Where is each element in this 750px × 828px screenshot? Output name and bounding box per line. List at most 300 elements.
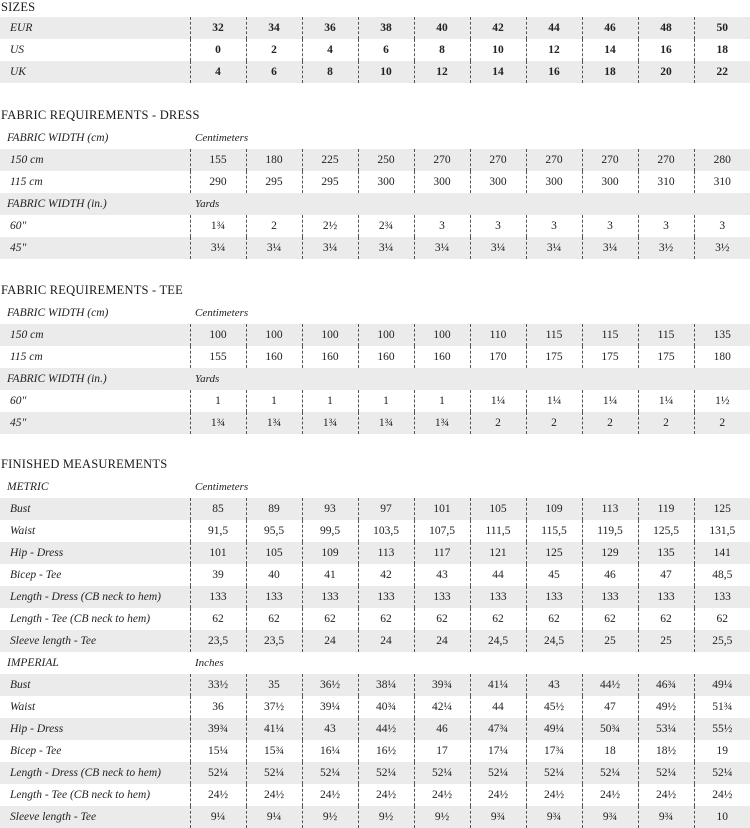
metric-header: METRIC xyxy=(7,481,49,493)
table-cell: 39¾ xyxy=(414,674,470,696)
dress-table xyxy=(0,127,750,259)
table-cell: 155 xyxy=(190,346,246,368)
table-cell: 39¾ xyxy=(190,718,246,740)
table-cell: 10 xyxy=(358,61,414,83)
table-cell: 3¼ xyxy=(302,237,358,259)
dress-in-header: FABRIC WIDTH (in.) xyxy=(0,193,190,215)
finished-table xyxy=(0,476,750,828)
tee-table xyxy=(0,302,750,434)
row-label: Bicep - Tee xyxy=(10,569,62,581)
table-cell: 9¼ xyxy=(190,806,246,828)
table-cell: 295 xyxy=(246,171,302,193)
table-cell: 24 xyxy=(414,630,470,652)
table-cell: 295 xyxy=(302,171,358,193)
table-row xyxy=(0,324,750,346)
table-cell: 1¾ xyxy=(302,412,358,434)
table-cell: 52¼ xyxy=(302,762,358,784)
table-cell: 35 xyxy=(246,674,302,696)
table-cell: 24 xyxy=(358,630,414,652)
finished-title: FINISHED MEASUREMENTS xyxy=(1,457,168,471)
table-cell: 46 xyxy=(414,718,470,740)
table-cell: 131,5 xyxy=(694,520,750,542)
table-cell: 119 xyxy=(638,498,694,520)
row-label: Length - Tee (CB neck to hem) xyxy=(10,789,151,801)
table-row xyxy=(0,17,750,39)
tee-in-header-row xyxy=(0,368,750,390)
table-cell: 225 xyxy=(302,149,358,171)
table-cell: 52¼ xyxy=(414,762,470,784)
table-cell: 270 xyxy=(638,149,694,171)
table-cell: 36 xyxy=(302,17,358,39)
row-label: 115 cm xyxy=(10,351,43,363)
table-cell: 52¼ xyxy=(190,762,246,784)
tee-cm-header-row xyxy=(0,302,750,324)
row-label: Sleeve length - Tee xyxy=(0,630,190,652)
table-cell: 23,5 xyxy=(246,630,302,652)
table-cell: 270 xyxy=(414,149,470,171)
table-cell: 135 xyxy=(638,542,694,564)
table-cell: 115 xyxy=(638,324,694,346)
table-cell: 117 xyxy=(414,542,470,564)
table-row xyxy=(0,674,750,696)
row-label: Waist xyxy=(10,525,36,537)
table-cell: 42 xyxy=(470,17,526,39)
table-cell: 300 xyxy=(526,171,582,193)
table-cell: 97 xyxy=(358,498,414,520)
table-cell: 1 xyxy=(302,390,358,412)
table-cell: 160 xyxy=(414,346,470,368)
table-cell: 105 xyxy=(470,498,526,520)
table-cell: 85 xyxy=(190,498,246,520)
imperial-header: IMPERIAL xyxy=(7,657,59,669)
table-cell: 47 xyxy=(638,564,694,586)
table-cell: 24½ xyxy=(246,784,302,806)
table-cell: 111,5 xyxy=(470,520,526,542)
metric-unit: Centimeters xyxy=(195,481,249,493)
table-cell: 3¼ xyxy=(414,237,470,259)
table-cell: 10 xyxy=(470,39,526,61)
table-row xyxy=(0,630,750,652)
table-row xyxy=(0,542,750,564)
table-cell: 3 xyxy=(638,215,694,237)
table-cell: 3 xyxy=(694,215,750,237)
table-cell: 93 xyxy=(302,498,358,520)
table-row xyxy=(0,520,750,542)
table-cell: 25 xyxy=(638,630,694,652)
table-cell: 48,5 xyxy=(694,564,750,586)
table-cell: 9½ xyxy=(358,806,414,828)
table-cell: 25,5 xyxy=(694,630,750,652)
table-cell: 24½ xyxy=(414,784,470,806)
table-cell: 8 xyxy=(302,61,358,83)
table-cell: 95,5 xyxy=(246,520,302,542)
table-cell: 125,5 xyxy=(638,520,694,542)
metric-header-row xyxy=(0,476,750,498)
table-cell: 1 xyxy=(414,390,470,412)
table-cell: 40 xyxy=(246,564,302,586)
table-cell: 160 xyxy=(302,346,358,368)
table-cell: 41 xyxy=(302,564,358,586)
table-cell: 175 xyxy=(526,346,582,368)
table-cell: 52¼ xyxy=(694,762,750,784)
table-cell: 1¼ xyxy=(470,390,526,412)
table-cell: 50¾ xyxy=(582,718,638,740)
table-cell: 133 xyxy=(694,586,750,608)
table-cell: 24½ xyxy=(190,784,246,806)
table-row xyxy=(0,412,750,434)
dress-cm-unit: Centimeters xyxy=(195,132,249,144)
table-cell: 100 xyxy=(302,324,358,346)
table-cell: 180 xyxy=(246,149,302,171)
table-cell: 3¼ xyxy=(358,237,414,259)
table-cell: 24½ xyxy=(694,784,750,806)
table-row xyxy=(0,718,750,740)
table-cell: 12 xyxy=(414,61,470,83)
table-cell: 170 xyxy=(470,346,526,368)
row-label: 45" xyxy=(0,237,190,259)
table-cell: 44 xyxy=(470,696,526,718)
row-label: 60" xyxy=(10,220,27,232)
table-cell: 175 xyxy=(638,346,694,368)
table-cell: 52¼ xyxy=(470,762,526,784)
table-cell: 2 xyxy=(582,412,638,434)
table-cell: 1 xyxy=(358,390,414,412)
table-cell: 23,5 xyxy=(190,630,246,652)
table-cell: 45½ xyxy=(526,696,582,718)
row-label: Sleeve length - Tee xyxy=(0,806,190,828)
row-label: 45" xyxy=(0,412,190,434)
table-row xyxy=(0,564,750,586)
table-cell: 9¼ xyxy=(246,806,302,828)
table-cell: 129 xyxy=(582,542,638,564)
table-cell: 9½ xyxy=(414,806,470,828)
table-cell: 15¾ xyxy=(246,740,302,762)
table-cell: 14 xyxy=(582,39,638,61)
table-cell: 125 xyxy=(526,542,582,564)
table-cell: 105 xyxy=(246,542,302,564)
table-cell: 91,5 xyxy=(190,520,246,542)
table-cell: 24½ xyxy=(582,784,638,806)
table-cell: 1¼ xyxy=(526,390,582,412)
table-cell: 17¼ xyxy=(470,740,526,762)
table-cell: 14 xyxy=(470,61,526,83)
table-cell: 1¾ xyxy=(414,412,470,434)
table-cell: 115 xyxy=(526,324,582,346)
table-cell: 1¼ xyxy=(582,390,638,412)
table-row xyxy=(0,762,750,784)
table-cell: 6 xyxy=(358,39,414,61)
table-row xyxy=(0,696,750,718)
table-row xyxy=(0,237,750,259)
table-cell: 160 xyxy=(358,346,414,368)
table-cell: 18 xyxy=(694,39,750,61)
table-cell: 17 xyxy=(414,740,470,762)
table-cell: 24½ xyxy=(358,784,414,806)
table-cell: 46 xyxy=(582,564,638,586)
table-cell: 3¼ xyxy=(582,237,638,259)
table-cell: 51¾ xyxy=(694,696,750,718)
row-label: 150 cm xyxy=(0,149,190,171)
table-cell: 16½ xyxy=(358,740,414,762)
table-cell: 119,5 xyxy=(582,520,638,542)
table-row xyxy=(0,586,750,608)
table-cell: 52¼ xyxy=(638,762,694,784)
table-row xyxy=(0,149,750,171)
table-cell: 40¾ xyxy=(358,696,414,718)
table-cell: 180 xyxy=(694,346,750,368)
table-cell: 43 xyxy=(302,718,358,740)
table-cell: 18 xyxy=(582,61,638,83)
table-cell: 2 xyxy=(246,215,302,237)
table-cell: 9¾ xyxy=(470,806,526,828)
table-cell: 49¼ xyxy=(694,674,750,696)
table-cell: 37½ xyxy=(246,696,302,718)
dress-in-unit: Yards xyxy=(190,193,750,215)
table-cell: 45 xyxy=(526,564,582,586)
table-cell: 9½ xyxy=(302,806,358,828)
table-cell: 133 xyxy=(414,586,470,608)
tee-in-unit: Yards xyxy=(190,368,750,390)
table-cell: 10 xyxy=(694,806,750,828)
table-cell: 8 xyxy=(414,39,470,61)
table-cell: 310 xyxy=(694,171,750,193)
table-row xyxy=(0,61,750,83)
row-label: Bust xyxy=(0,674,190,696)
table-cell: 300 xyxy=(470,171,526,193)
table-row xyxy=(0,390,750,412)
dress-title: FABRIC REQUIREMENTS - DRESS xyxy=(1,108,200,122)
table-cell: 100 xyxy=(246,324,302,346)
table-cell: 300 xyxy=(582,171,638,193)
table-cell: 24½ xyxy=(638,784,694,806)
table-cell: 107,5 xyxy=(414,520,470,542)
table-cell: 47 xyxy=(582,696,638,718)
table-cell: 18½ xyxy=(638,740,694,762)
table-cell: 24 xyxy=(302,630,358,652)
row-label: 150 cm xyxy=(0,324,190,346)
table-row xyxy=(0,784,750,806)
table-cell: 46¾ xyxy=(638,674,694,696)
table-cell: 44½ xyxy=(582,674,638,696)
table-cell: 62 xyxy=(470,608,526,630)
table-cell: 280 xyxy=(694,149,750,171)
table-cell: 109 xyxy=(302,542,358,564)
table-cell: 101 xyxy=(190,542,246,564)
table-row xyxy=(0,171,750,193)
table-cell: 39 xyxy=(190,564,246,586)
table-cell: 52¼ xyxy=(358,762,414,784)
table-cell: 133 xyxy=(638,586,694,608)
table-cell: 34 xyxy=(246,17,302,39)
table-cell: 9¾ xyxy=(638,806,694,828)
tee-in-header: FABRIC WIDTH (in.) xyxy=(0,368,190,390)
table-cell: 1¾ xyxy=(190,215,246,237)
tee-title: FABRIC REQUIREMENTS - TEE xyxy=(1,283,183,297)
sizes-table xyxy=(0,17,750,83)
table-cell: 4 xyxy=(190,61,246,83)
table-cell: 2½ xyxy=(302,215,358,237)
imperial-header-row xyxy=(0,652,750,674)
table-cell: 16 xyxy=(526,61,582,83)
table-cell: 310 xyxy=(638,171,694,193)
table-cell: 133 xyxy=(246,586,302,608)
table-cell: 115 xyxy=(582,324,638,346)
table-cell: 62 xyxy=(638,608,694,630)
table-cell: 42 xyxy=(358,564,414,586)
table-cell: 33½ xyxy=(190,674,246,696)
table-cell: 133 xyxy=(302,586,358,608)
table-cell: 9¾ xyxy=(526,806,582,828)
table-cell: 42¼ xyxy=(414,696,470,718)
table-row xyxy=(0,215,750,237)
table-cell: 50 xyxy=(694,17,750,39)
row-label: Waist xyxy=(10,701,36,713)
table-cell: 133 xyxy=(358,586,414,608)
table-row xyxy=(0,608,750,630)
table-cell: 103,5 xyxy=(358,520,414,542)
table-cell: 115,5 xyxy=(526,520,582,542)
table-cell: 99,5 xyxy=(302,520,358,542)
table-cell: 1 xyxy=(246,390,302,412)
table-cell: 62 xyxy=(414,608,470,630)
table-cell: 175 xyxy=(582,346,638,368)
table-cell: 62 xyxy=(190,608,246,630)
table-cell: 52¼ xyxy=(582,762,638,784)
table-cell: 100 xyxy=(358,324,414,346)
table-cell: 100 xyxy=(414,324,470,346)
table-cell: 20 xyxy=(638,61,694,83)
table-cell: 62 xyxy=(302,608,358,630)
table-cell: 3 xyxy=(526,215,582,237)
table-cell: 24½ xyxy=(526,784,582,806)
table-cell: 155 xyxy=(190,149,246,171)
table-cell: 36½ xyxy=(302,674,358,696)
row-label: EUR xyxy=(0,17,190,39)
table-cell: 2 xyxy=(470,412,526,434)
table-cell: 100 xyxy=(190,324,246,346)
table-cell: 41¼ xyxy=(470,674,526,696)
table-cell: 36 xyxy=(190,696,246,718)
table-cell: 62 xyxy=(246,608,302,630)
table-cell: 2 xyxy=(526,412,582,434)
table-cell: 38 xyxy=(358,17,414,39)
row-label: Length - Dress (CB neck to hem) xyxy=(0,762,190,784)
table-cell: 135 xyxy=(694,324,750,346)
table-row xyxy=(0,39,750,61)
table-cell: 24½ xyxy=(302,784,358,806)
row-label: Length - Dress (CB neck to hem) xyxy=(0,586,190,608)
table-cell: 160 xyxy=(246,346,302,368)
table-cell: 141 xyxy=(694,542,750,564)
table-cell: 62 xyxy=(358,608,414,630)
dress-cm-header-row xyxy=(0,127,750,149)
table-cell: 133 xyxy=(190,586,246,608)
dress-in-header-row xyxy=(0,193,750,215)
table-cell: 62 xyxy=(694,608,750,630)
table-cell: 52¼ xyxy=(246,762,302,784)
row-label: 115 cm xyxy=(10,176,43,188)
table-cell: 43 xyxy=(526,674,582,696)
table-cell: 101 xyxy=(414,498,470,520)
table-cell: 40 xyxy=(414,17,470,39)
row-label: Length - Tee (CB neck to hem) xyxy=(10,613,151,625)
table-cell: 38¼ xyxy=(358,674,414,696)
table-cell: 0 xyxy=(190,39,246,61)
table-cell: 3½ xyxy=(638,237,694,259)
table-cell: 1¼ xyxy=(638,390,694,412)
table-cell: 133 xyxy=(582,586,638,608)
table-cell: 270 xyxy=(470,149,526,171)
row-label: Hip - Dress xyxy=(0,718,190,740)
table-cell: 24,5 xyxy=(526,630,582,652)
table-cell: 300 xyxy=(414,171,470,193)
table-cell: 6 xyxy=(246,61,302,83)
table-cell: 125 xyxy=(694,498,750,520)
table-cell: 32 xyxy=(190,17,246,39)
table-cell: 2 xyxy=(246,39,302,61)
table-cell: 109 xyxy=(526,498,582,520)
table-cell: 24½ xyxy=(470,784,526,806)
table-cell: 3¼ xyxy=(526,237,582,259)
table-cell: 113 xyxy=(358,542,414,564)
tee-cm-header: FABRIC WIDTH (cm) xyxy=(7,307,109,319)
dress-cm-header: FABRIC WIDTH (cm) xyxy=(7,132,109,144)
table-cell: 4 xyxy=(302,39,358,61)
table-cell: 15¼ xyxy=(190,740,246,762)
table-cell: 3 xyxy=(582,215,638,237)
table-cell: 2¾ xyxy=(358,215,414,237)
row-label: UK xyxy=(0,61,190,83)
table-row xyxy=(0,346,750,368)
table-cell: 44 xyxy=(526,17,582,39)
table-cell: 121 xyxy=(470,542,526,564)
table-cell: 3 xyxy=(414,215,470,237)
table-cell: 18 xyxy=(582,740,638,762)
table-cell: 3¼ xyxy=(246,237,302,259)
table-cell: 270 xyxy=(526,149,582,171)
table-cell: 43 xyxy=(414,564,470,586)
table-cell: 41¼ xyxy=(246,718,302,740)
table-cell: 24,5 xyxy=(470,630,526,652)
table-cell: 270 xyxy=(582,149,638,171)
table-cell: 12 xyxy=(526,39,582,61)
row-label: Bust xyxy=(0,498,190,520)
table-cell: 113 xyxy=(582,498,638,520)
table-cell: 133 xyxy=(470,586,526,608)
table-cell: 55½ xyxy=(694,718,750,740)
table-cell: 47¾ xyxy=(470,718,526,740)
table-cell: 19 xyxy=(694,740,750,762)
table-cell: 44 xyxy=(470,564,526,586)
table-cell: 16 xyxy=(638,39,694,61)
table-cell: 62 xyxy=(582,608,638,630)
table-cell: 25 xyxy=(582,630,638,652)
table-cell: 3½ xyxy=(694,237,750,259)
table-cell: 17¾ xyxy=(526,740,582,762)
table-cell: 89 xyxy=(246,498,302,520)
row-label: Bicep - Tee xyxy=(10,745,62,757)
table-cell: 133 xyxy=(526,586,582,608)
table-cell: 1¾ xyxy=(358,412,414,434)
table-cell: 44½ xyxy=(358,718,414,740)
table-cell: 290 xyxy=(190,171,246,193)
row-label: Hip - Dress xyxy=(0,542,190,564)
imperial-unit: Inches xyxy=(195,657,224,669)
table-row xyxy=(0,740,750,762)
table-cell: 1 xyxy=(190,390,246,412)
row-label: 60" xyxy=(10,395,27,407)
table-cell: 48 xyxy=(638,17,694,39)
